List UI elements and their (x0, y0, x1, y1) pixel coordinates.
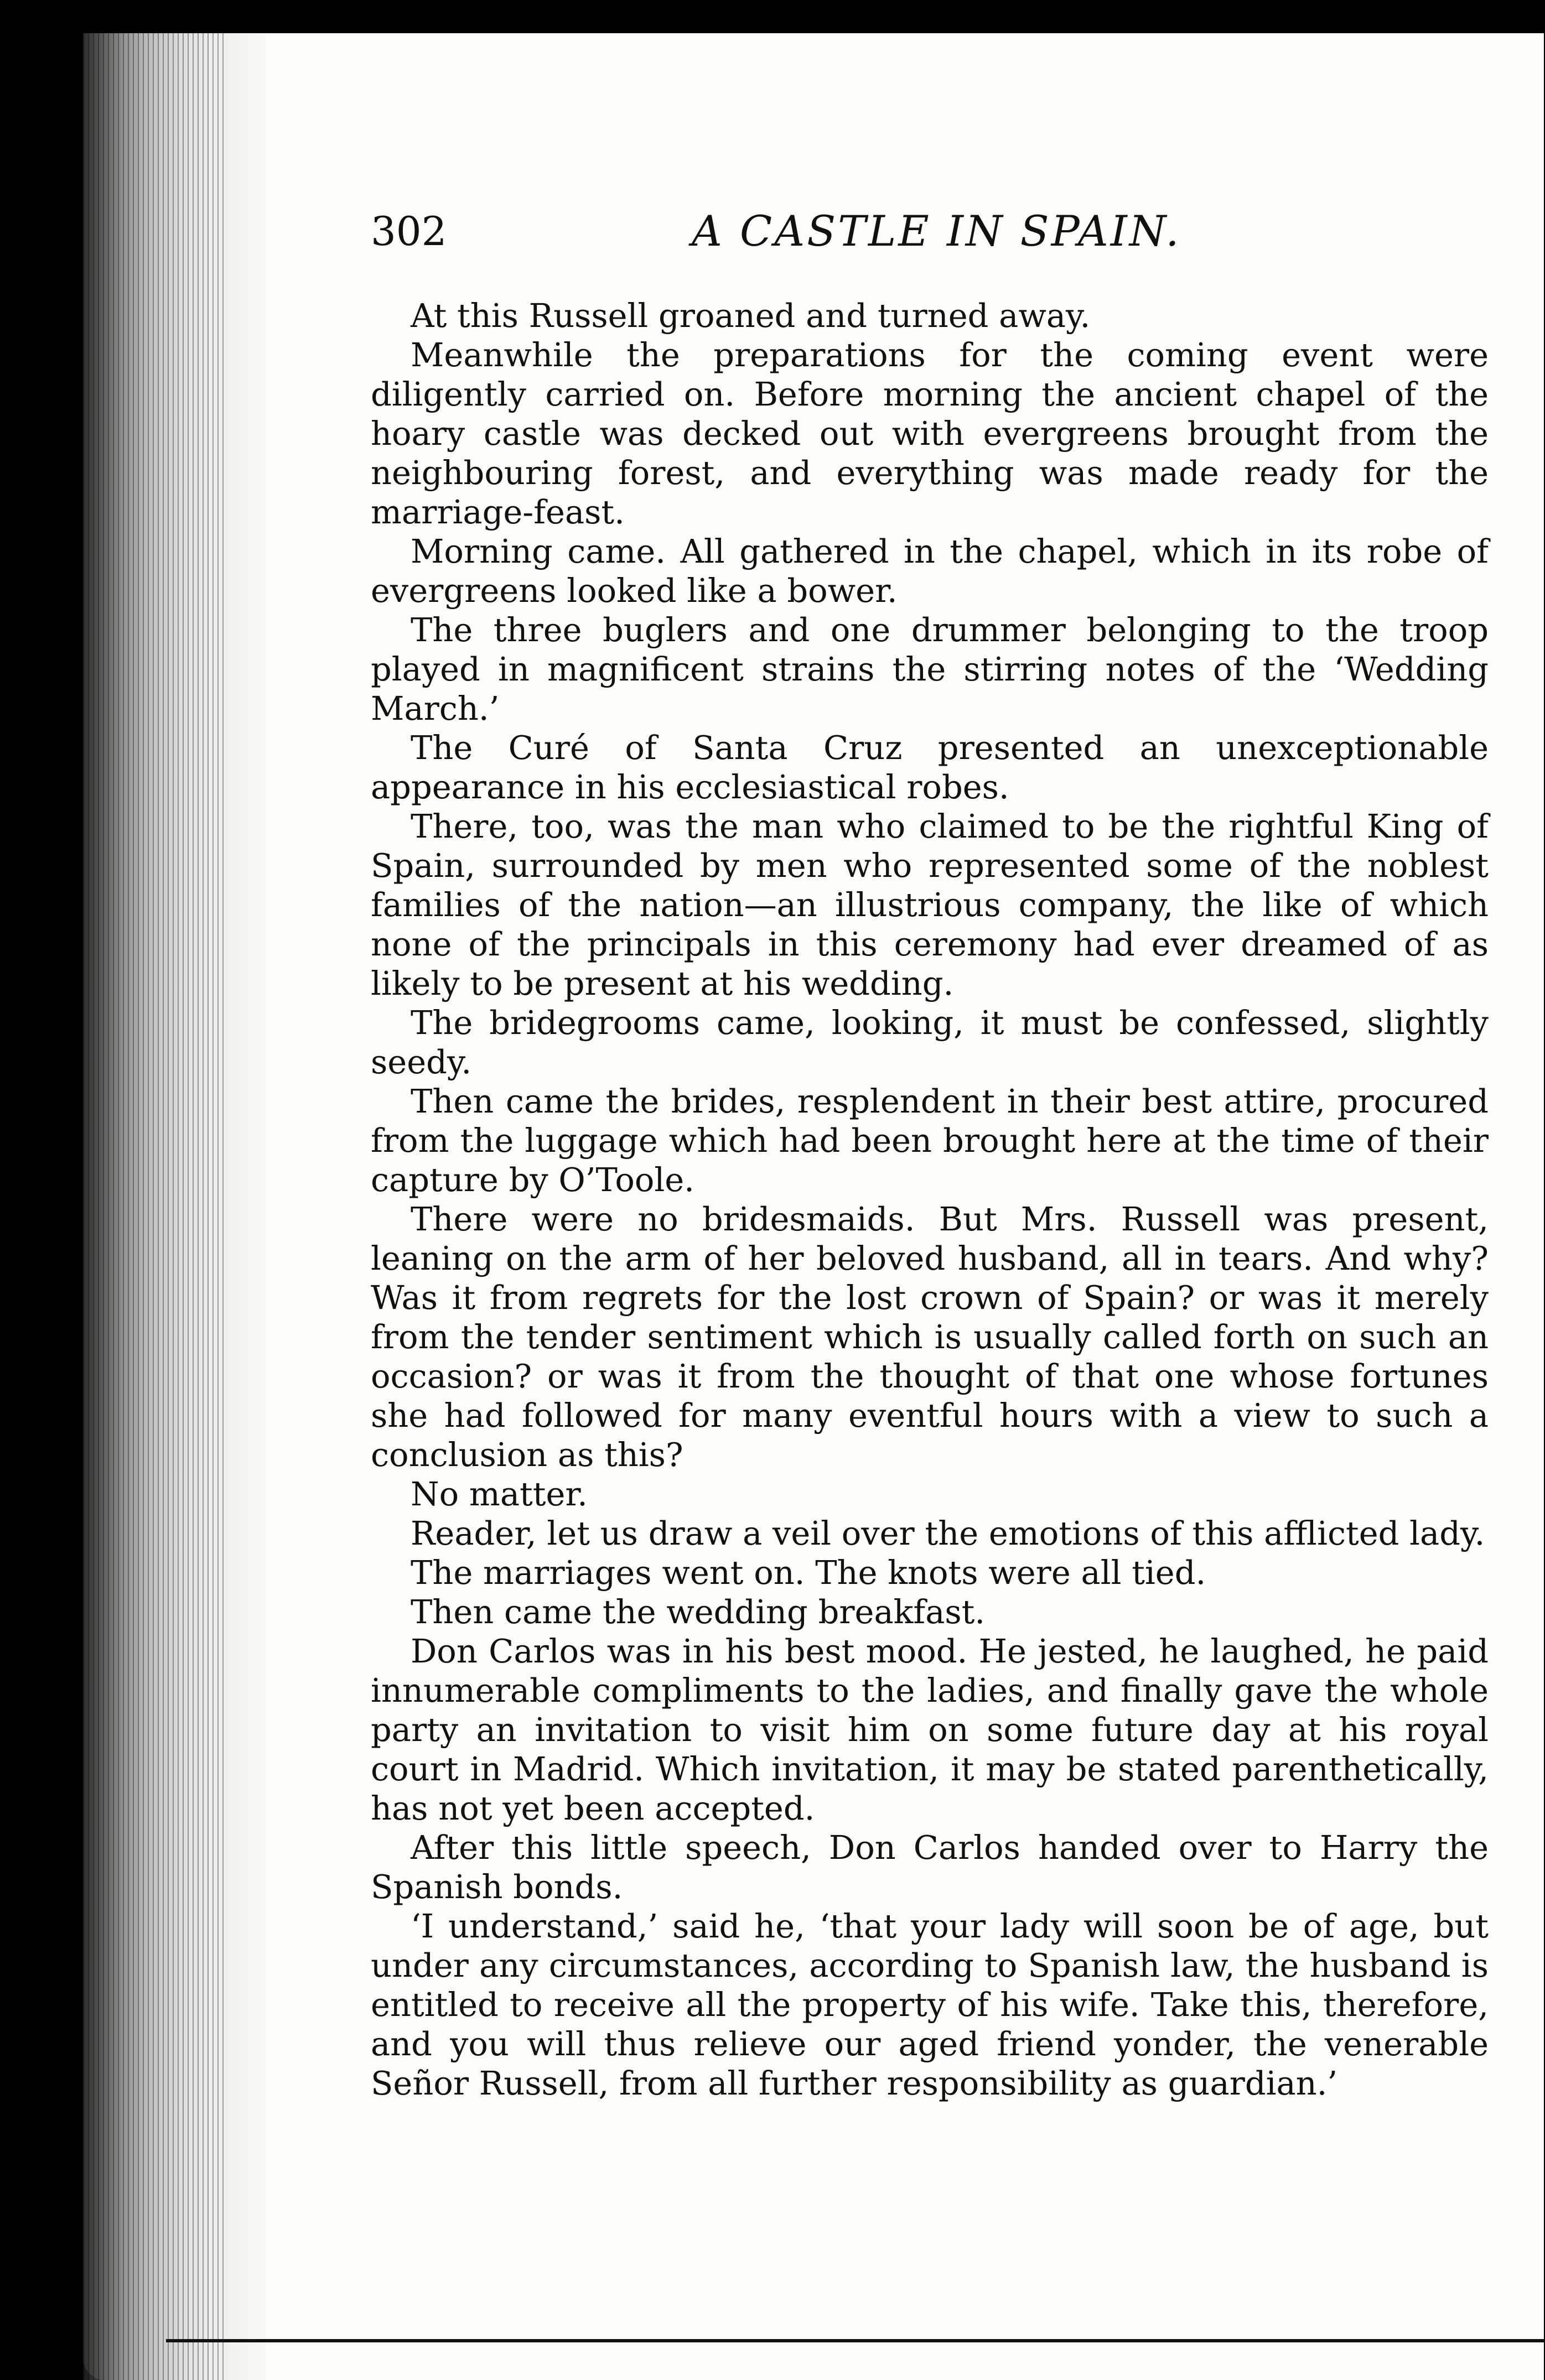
paragraph: Meanwhile the preparations for the coming event were diligently carried on. Before morning the ancient chapel of the hoary castle was decked out with evergreens brought from the neighbouring forest, and everything was made ready for the marriage-feast. (371, 336, 1489, 531)
paragraph: ‘I understand,’ said he, ‘that your lady will soon be of age, but under any circumstances, according to Spanish law, the husband is entitled to receive all the property of his wife. Take this, therefore, and you will thus relieve our aged friend yonder, the venerable Señor Russell, from all further responsibility as guardian.’ (371, 1907, 1489, 2102)
page-header (371, 204, 1477, 264)
body-text (371, 296, 1489, 2103)
paragraph: Don Carlos was in his best mood. He jested, he laughed, he paid innumerable compliments to the ladies, and finally gave the whole party an invitation to visit him on some future day at his royal court in Madrid. Which invitation, it may be stated parenthetically, has not yet been accepted. (371, 1632, 1489, 1827)
paragraph: After this little speech, Don Carlos handed over to Harry the Spanish bonds. (371, 1828, 1489, 1906)
running-title: A CASTLE IN SPAIN. (692, 206, 1181, 256)
paragraph: There, too, was the man who claimed to be the rightful King of Spain, surrounded by men who represented some of the noblest families of the nation—an illustrious company, the like of which none of the principals in this ceremony had ever dreamed of as likely to be present at his wedding. (371, 807, 1489, 1002)
paragraph: Then came the wedding breakfast. (411, 1593, 986, 1631)
paragraph: The Curé of Santa Cruz presented an unexceptionable appearance in his ecclesiastical robes. (371, 729, 1489, 806)
paragraph: Reader, let us draw a veil over the emotions of this afflicted lady. (411, 1514, 1485, 1552)
page-number: 302 (371, 208, 447, 254)
paragraph: There were no bridesmaids. But Mrs. Russell was present, leaning on the arm of her beloved husband, all in tears. And why? Was it from regrets for the lost crown of Spain? or was it merely from the tender sentiment which is usually called forth on such an occasion? or was it from the thought of that one whose fortunes she had followed for many eventful hours with a view to such a conclusion as this? (371, 1200, 1489, 1474)
paragraph: Morning came. All gathered in the chapel, which in its robe of evergreens looked like a bower. (371, 532, 1489, 610)
paragraph: The marriages went on. The knots were all tied. (411, 1553, 1206, 1592)
paragraph: No matter. (411, 1475, 588, 1513)
page-edge-stack (83, 33, 227, 2380)
page-bottom-edge (166, 2339, 1544, 2342)
paragraph: The three buglers and one drummer belonging to the troop played in magnificent strains the stirring notes of the ‘Wedding March.’ (371, 611, 1489, 727)
paragraph: Then came the brides, resplendent in their best attire, procured from the luggage which had been brought here at the time of their capture by O’Toole. (371, 1082, 1489, 1199)
paragraph: The bridegrooms came, looking, it must be confessed, slightly seedy. (371, 1004, 1489, 1081)
paragraph: At this Russell groaned and turned away. (411, 297, 1091, 335)
